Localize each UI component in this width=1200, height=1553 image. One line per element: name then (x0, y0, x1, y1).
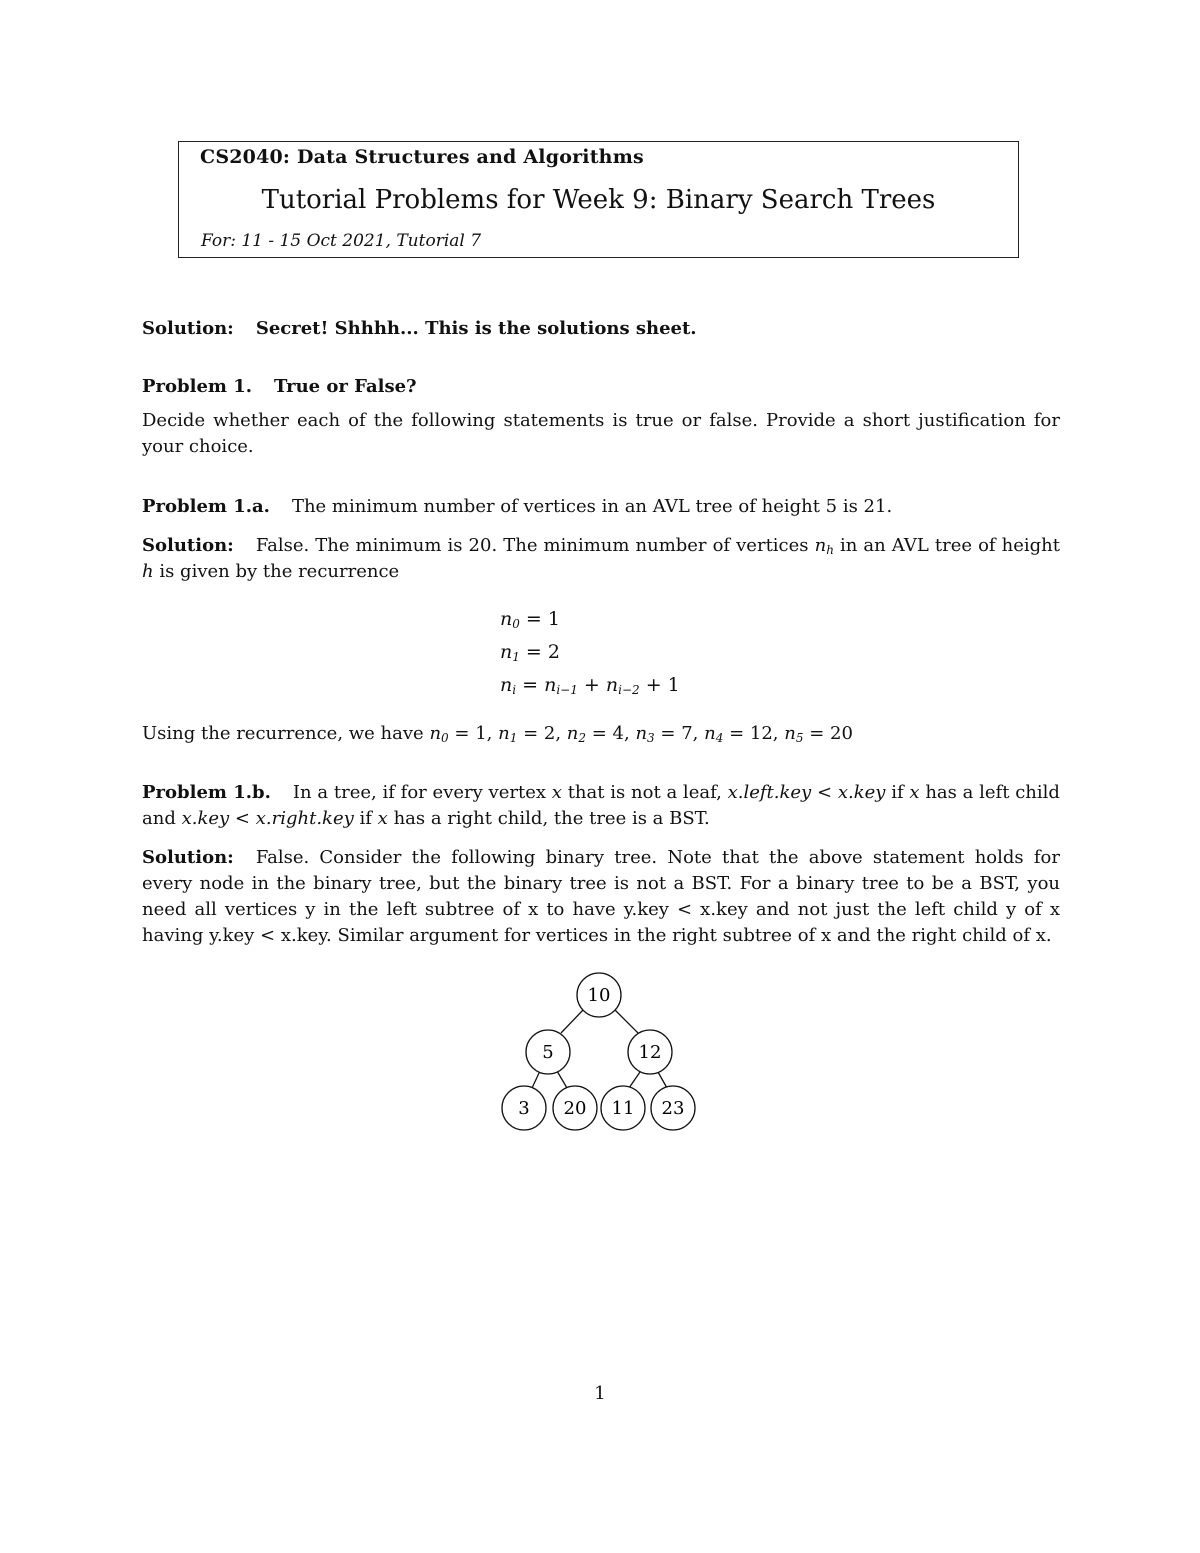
solution-note-text: Secret! Shhhh... This is the solutions sheet. (255, 318, 697, 339)
problem-1b: Problem 1.b. In a tree, if for every vertex x that is not a leaf, x.left.key < x.key if x has a left child and x.key < x.right.key if x has a right child, the tree is a BST. (142, 782, 1060, 829)
problem-1a (142, 494, 1060, 520)
svg-text:20: 20 (563, 1098, 587, 1119)
math-nh: $n_h$ (814, 535, 834, 557)
tree-edge (658, 1072, 667, 1088)
tree-leaf (601, 1086, 645, 1130)
equation-ni: $n_i = n_{i-1} + n_{i-2} + 1$ (500, 674, 680, 697)
tree-edge (532, 1071, 540, 1088)
tree-node-right (628, 1030, 672, 1074)
course-title: CS2040: Data Structures and Algorithms (200, 146, 644, 168)
header-box (178, 141, 1019, 258)
svg-text:11: 11 (611, 1098, 635, 1119)
tree-leaf (651, 1086, 695, 1130)
problem-1a-solution: Solution: False. The minimum is 20. The minimum number of vertices $n_h$ in an AVL tree of height h is given by the recurrence (142, 535, 1060, 582)
problem-1a-solution-label: Solution: (142, 535, 234, 556)
page-number: 1 (594, 1383, 606, 1404)
problem-1b-solution-label: Solution: (142, 847, 234, 868)
tree-edge (557, 1071, 567, 1088)
tree-node-root (577, 973, 621, 1017)
tree-node-left (526, 1030, 570, 1074)
tutorial-date: For: 11 - 15 Oct 2021, Tutorial 7 (201, 231, 482, 251)
recurrence-values: Using the recurrence, we have $n_0 = 1$, $n_1 = 2$, $n_2 = 4$, $n_3 = 7$, $n_4 = 12$, $n_5 = 20$ (142, 723, 853, 745)
problem-1b-label: Problem 1.b. (142, 782, 271, 803)
equation-n0: $n_0 = 1$ (500, 608, 560, 631)
problem-1a-label: Problem 1.a. (142, 496, 270, 517)
solution-note-label: Solution: (142, 318, 234, 339)
svg-text:3: 3 (518, 1098, 530, 1119)
tree-leaf (553, 1086, 597, 1130)
tutorial-title: Tutorial Problems for Week 9: Binary Search Trees (261, 185, 936, 215)
tree-edge (629, 1072, 640, 1088)
problem-1-description: Decide whether each of the following statements is true or false. Provide a short justification for your choice. (142, 410, 1060, 457)
tree-edge (614, 1009, 639, 1034)
problem-1a-statement: The minimum number of vertices in an AVL tree of height 5 is 21. (291, 496, 893, 517)
equation-n1: $n_1 = 2$ (500, 641, 560, 664)
svg-text:12: 12 (638, 1042, 662, 1063)
problem-1-label: Problem 1. (142, 376, 253, 397)
problem-1b-solution (142, 845, 1060, 949)
problem-1-heading (142, 374, 1060, 400)
tree-leaf (502, 1086, 546, 1130)
solution-note (142, 316, 1060, 342)
problem-1-title: True or False? (274, 376, 417, 397)
tree-edge (561, 1009, 584, 1033)
svg-text:23: 23 (661, 1098, 685, 1119)
problem-1b-solution-text: False. Consider the following binary tree. Note that the above statement holds for every node in the binary tree, but the binary tree is not a BST. For a binary tree to be a BST, you need all vertices y in the left subtree of x to have y.key < x.key and not just the left child y of x having y.key < x.key. Similar argument for vertices in the right subtree of x and the right child of x. (142, 847, 1060, 946)
svg-text:10: 10 (587, 985, 611, 1006)
svg-text:5: 5 (542, 1042, 554, 1063)
binary-tree-diagram (495, 968, 705, 1134)
